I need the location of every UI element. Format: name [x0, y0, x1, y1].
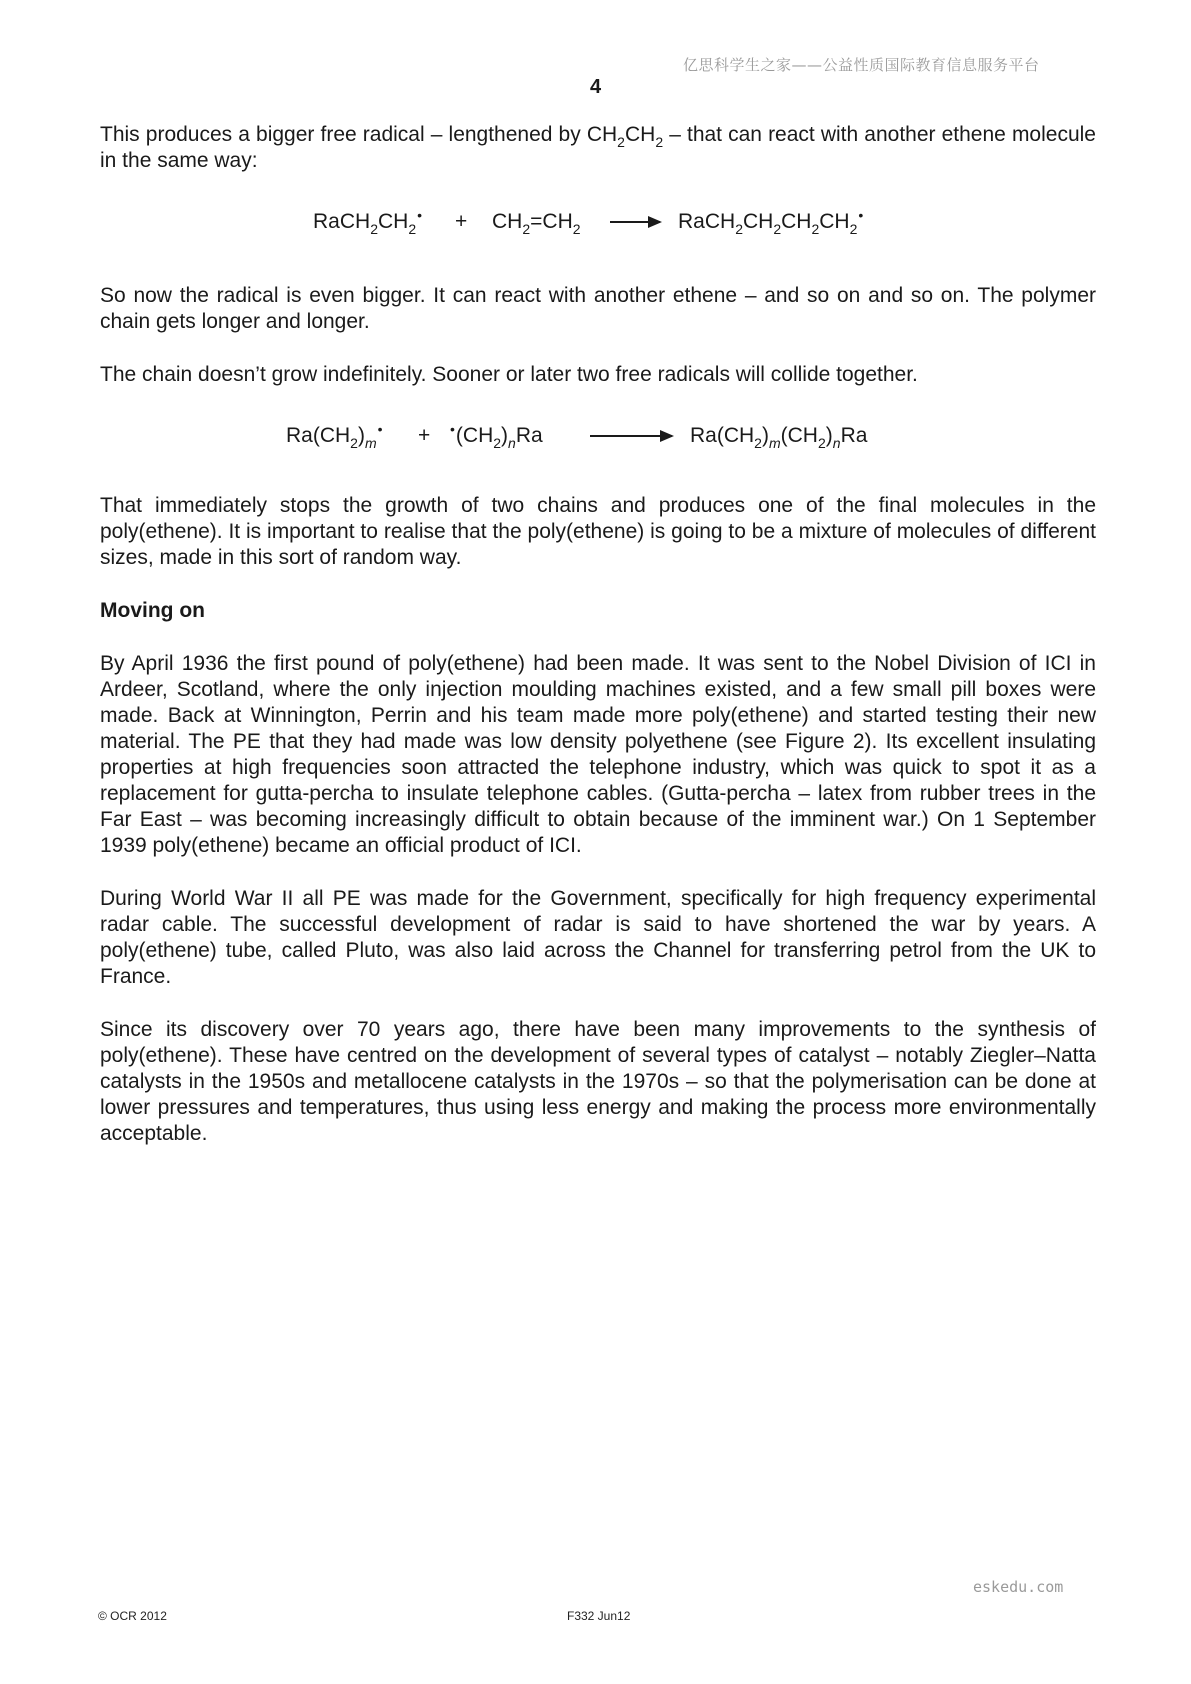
eq2-product: $Ra(CH_2)_m(CH_2)_nRa$	[690, 424, 868, 451]
eq2-reactant-right: $^•(CH_2)_nRa$	[450, 421, 543, 451]
document-body	[100, 122, 1096, 1174]
paragraph-chain-longer: So now the radical is even bigger. It can react with another ethene – and so on and so on. The polymer chain gets longer and longer.	[100, 284, 1096, 333]
header-watermark: 亿思科学生之家——公益性质国际教育信息服务平台	[683, 56, 1040, 74]
eq2-arrow	[590, 435, 672, 437]
section-heading: Moving on	[100, 599, 205, 622]
eq1-product: $RaCH_2CH_2CH_2CH_2^•$	[678, 207, 864, 237]
footer-copyright: © OCR 2012	[98, 1609, 167, 1623]
eq1-plus: +	[455, 210, 468, 233]
paragraph-history-1936: By April 1936 the first pound of poly(ethene) had been made. It was sent to the Nobel Division of ICI in Ardeer, Scotland, where the only injection moulding machines existed, and a few small pill boxes were made. Back at Winnington, Perrin and his team made more poly(ethene) and started testing their new material. The PE that they had made was low density polyethene (see Figure 2). Its excellent insulating properties at high frequencies soon attracted the telephone industry, which was quick to spot it as a replacement for gutta-percha to insulate telephone cables. (Gutta-percha – latex from rubber trees in the Far East – was becoming increasingly difficult to obtain because of the imminent war.) On 1 September 1939 poly(ethene) became an official product of ICI.	[100, 652, 1096, 857]
paragraph-world-war: During World War II all PE was made for the Government, specifically for high frequency experimental radar cable. The successful development of radar is said to have shortened the war by years. A poly(ethene) tube, called Pluto, was also laid across the Channel for transferring petrol from the UK to France.	[100, 887, 1096, 988]
footer-paper-code: F332 Jun12	[567, 1609, 631, 1623]
page-number: 4	[589, 76, 602, 98]
paragraph-improvements: Since its discovery over 70 years ago, there have been many improvements to the synthesis of poly(ethene). These have centred on the development of several types of catalyst – notably Ziegler–Natta catalysts in the 1950s and metallocene catalysts in the 1970s – so that the polymerisation can be done at lower pressures and temperatures, thus using less energy and making the process more environmentally acceptable.	[100, 1018, 1096, 1145]
eq1-reactant-ethene: $CH_2=CH_2$	[492, 210, 581, 237]
eq2-plus: +	[418, 424, 431, 447]
eq1-reactant-radical: $RaCH_2CH_2^•$	[313, 207, 423, 237]
eq1-arrow	[610, 221, 660, 223]
eq2-reactant-left: $Ra(CH_2)_m^•$	[286, 421, 383, 451]
footer-watermark: eskedu.com	[973, 1578, 1064, 1596]
equation-termination	[100, 423, 1096, 449]
paragraph-termination-intro: The chain doesn’t grow indefinitely. Sooner or later two free radicals will collide together.	[100, 363, 918, 386]
paragraph-radical-growth: This produces a bigger free radical – lengthened by $CH_2CH_2$ – that can react with another ethene molecule in the same way:	[100, 123, 1096, 172]
equation-propagation	[100, 209, 1096, 235]
paragraph-mixture: That immediately stops the growth of two chains and produces one of the final molecules in the poly(ethene). It is important to realise that the poly(ethene) is going to be a mixture of molecules of different sizes, made in this sort of random way.	[100, 494, 1096, 569]
